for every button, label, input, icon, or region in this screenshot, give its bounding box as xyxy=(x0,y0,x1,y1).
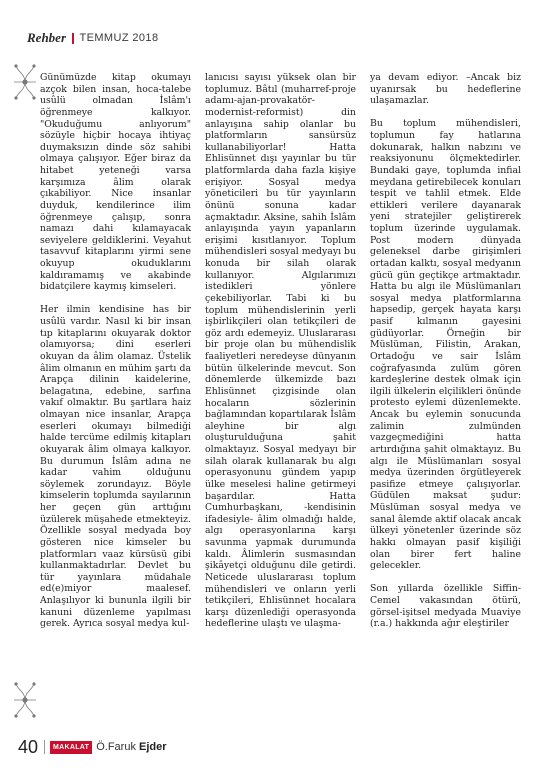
paragraph: Son yıllarda özellikle Siffin-Cemel vakasından ötürü, görsel-işitsel medyada Muaviye (r.a.) hakkında ağır eleştiriler xyxy=(370,583,521,630)
author-first-name: Ö.Faruk xyxy=(96,741,136,753)
author-name xyxy=(96,741,166,753)
running-header xyxy=(27,30,158,46)
page-number: 40 xyxy=(18,736,39,757)
page-footer xyxy=(18,736,167,758)
section-badge: MAKALAT xyxy=(50,741,92,754)
paragraph: Her ilmin kendisine has bir usûlü vardır. Nasıl ki bir insan tıp kitaplarını okuyarak doktor olamıyorsa; dini eserleri okuyan da âlim olamaz. Üstelik âlim olmanın en mühim şartı da Arapça dilinin kaidelerine, belagatına, edebine, sarfına vakıf olmaktır. Bu şartlara haiz olmayan nice insanlar, Arapça eserleri okumayı bilmediği halde tercüme edilmiş kitapları okuyarak âlim olmaya kalkıyor. Bu durumun İslâm adına ne kadar vahim olduğunu söylemek zorundayız. Böyle kimselerin toplumda sayılarının her geçen gün arttığını üzülerek müşahede etmekteyiz. Özellikle sosyal medyada boy gösteren nice kimseler bu platformları vaaz kürsüsü gibi kullanmaktadırlar. Devlet bu tür yayınlara müdahale ed(e)miyor maalesef. Anlaşılıyor ki bununla ilgili bir kanuni düzenleme yapılması gerek. Ayrıca sosyal medya kul- xyxy=(40,304,191,630)
paragraph: ya devam ediyor. –Ancak biz uyanırsak bu hedeflerine ulaşamazlar. xyxy=(370,72,521,107)
paragraph: lanıcısı sayısı yüksek olan bir toplumuz. Bâtıl (muharref-proje adamı-ajan-provakatör-modernist-reformist) din anlayışına sahip olanlar bu platformların sansürsüz kullanabiliyorlar! Hatta Ehlisünnet dışı yayınlar bu tür platformlarda daha fazla kişiye erişiyor. Sosyal medya yöneticileri bu tür yayınların önünü sonuna kadar açmaktadır. Aksine, sahih İslâm anlayışında yayın yapanların erişimi kısıtlanıyor. Toplum mühendisleri sosyal medyayı bu konuda bir silah olarak kullanıyor. Algılarımızı istedikleri yönlere çekebiliyorlar. Tabi ki bu toplum mühendislerinin yerli işbirlikçileri olan tetikçileri de göz ardı edemeyiz. Uluslararası bir proje olan bu mühendislik faaliyetleri neredeyse dünyanın bütün ülkelerinde mevcut. Son dönemlerde ülkemizde bazı Ehlisünnet çizgisinde olan hocaların sözlerinin bağlamından kopartılarak İslâm aleyhine bir algı oluşturulduğuna şahit olmaktayız. Sosyal medyayı bir silah olarak kullanarak bu algı operasyonunu gündem yapıp ülke meselesi haline getirmeyi başardılar. Hatta Cumhurbaşkanı, -kendisinin ifadesiyle- âlim olmadığı halde, algı operasyonlarına karşı savunma yapmak durumunda kaldı. Âlimlerin susmasından şikâyetçi olduğunu dile getirdi. Neticede uluslararası toplum mühendisleri ve onların yerli tetikçileri, Ehlisünnet hocalara karşı düzenlediği operasyonda hedeflerine ulaştı ve ulaşma- xyxy=(205,72,356,630)
issue-date: TEMMUZ 2018 xyxy=(79,32,159,44)
magazine-name: Rehber xyxy=(27,30,66,45)
text-column-1 xyxy=(40,72,191,692)
footer-divider xyxy=(44,740,45,754)
paragraph: Günümüzde kitap okumayı azçok bilen insan, hoca-talebe usûlü olmadan İslâm'ı öğrenmeye kalkıyor. "Okuduğumu anlıyorum" sözüyle hiçbir hocaya ihtiyaç duymaksızın dinde söz sahibi olmaya çalışıyor. Eğer biraz da hitabet yeteneği varsa karşımıza âlim olarak çıkabiliyor. Nice insanlar duyduk, kendilerince ilim öğrenmeye çalışıp, sonra namazı dahi kılamayacak seviyelere geldiklerini. Veyahut tasavvuf kitaplarını yirmi sene okuyup okuduklarını kaldıramamış ve akabinde bidatçilere kaymış kimseleri. xyxy=(40,72,191,293)
author-surname: Ejder xyxy=(139,741,167,753)
paragraph: Bu toplum mühendisleri, toplumun fay hatlarına dokunarak, halkın nabzını ve reaksiyonunu ölçmektedirler. Bundaki gaye, toplumda infial meydana getirebilecek konuları tespit ve tahlil etmek. Elde ettikleri verilere dayanarak yeni stratejiler geliştirerek toplum üzerinde uygulamak. Post modern dünyada geleneksel darbe girişimleri ortadan kalktı, sosyal medyanın gücü gün geçtikçe artmaktadır. Hatta bu algı ile Müslümanları sosyal medya platformlarına hapsedip, gerçek hayata karşı pasif kılmanın gayesini güdüyorlar. Örneğin bir Müslüman, Filistin, Arakan, Ortadoğu ve sair İslâm coğrafyasında zulüm gören kardeşlerine destek olmak için ilgili ülkelerin elçilikleri önünde protesto eylemi düzenlemekte. Ancak bu eylemin sonucunda zalimin zulmünden vazgeçmediğini hatta artırdığına şahit olmaktayız. Bu algı ile Müslümanları sosyal medya üzerinden örgütleyerek pasifize etmeye çalışıyorlar. Güdülen maksat şudur: Müslüman sosyal medya ve sanal âlemde aktif olacak ancak ülkeyi yönetenler üzerinde söz hakkı olmayan pasif kişiliği olan birer fert haline gelecekler. xyxy=(370,118,521,572)
corner-ornament-icon xyxy=(12,62,38,102)
text-column-2 xyxy=(205,72,356,692)
text-column-3 xyxy=(370,72,521,692)
corner-ornament-icon xyxy=(12,680,38,720)
header-separator xyxy=(72,33,74,44)
